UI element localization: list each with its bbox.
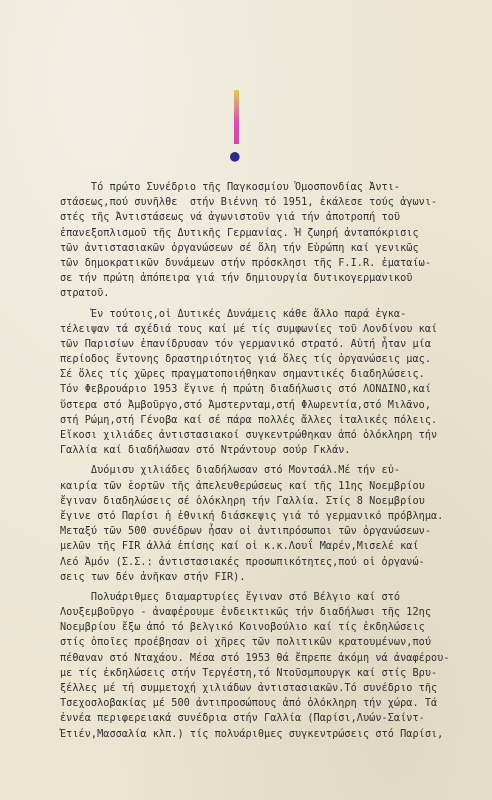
text-line: Τσεχοσλοβακίας μέ 500 ἀντιπροσώπους ἀπό ὁλόκληρη τήν χώρα. Τά	[60, 698, 438, 710]
text-line: Ἐτιέν,Μασσαλία κλπ.) τίς πολυάριθμες συγκεντρώσεις στό Παρίσι,	[60, 728, 444, 740]
text-line: ὕστερα στό Ἀμβοῦργο,στό Ἀμστερνταμ,στή Φλωρεντία,στό Μιλᾶνο,	[60, 399, 432, 411]
text-line: στρατοῦ.	[60, 288, 110, 300]
text-line: Τό πρώτο Συνέδριο τῆς Παγκοσμίου Ὁμοσπονδίας Ἀντι-	[60, 182, 401, 193]
text-line: Εἴκοσι χιλιάδες ἀντιστασιακοί συγκεντρώθηκαν ἀπό ὁλόκληρη τήν	[60, 430, 438, 441]
text-line: ἐπανεξοπλισμοῦ τῆς Δυτικῆς Γερμανίας. Ἡ ζωηρή ἀνταπόκρισις	[60, 227, 419, 239]
text-line: τῶν ἀντιστασιακῶν ὀργανώσεων σέ ὅλη τήν Εὐρώπη καί γενικῶς	[60, 242, 419, 254]
text-line: στάσεως,πού συνῆλθε στήν Βιέννη τό 1951, ἐκάλεσε τούς ἀγωνι-	[60, 197, 438, 209]
text-line: Τόν Φεβρουάριο 1953 ἔγινε ἡ πρώτη διαδήλωσις στό ΛΟΝΔΙΝΟ,καί	[60, 384, 432, 396]
text-line: τῶν δημοκρατικῶν δυνάμεων στήν πρόσκλησι τῆς F.I.R. ἐματαίω-	[60, 257, 432, 269]
text-line: Νοεμβρίου ἔξω ἀπό τό βελγικό Κοινοβούλιο καί τίς ἐκδηλώσεις	[60, 622, 425, 634]
text-line: ἔγινε στό Παρίσι ἡ ἐθνική διάσκεψις γιά τό γερμανικό πρόβλημα.	[60, 510, 444, 522]
text-line: καιρία τῶν ἑορτῶν τῆς ἀπελευθερώσεως καί τῆς 11ης Νοεμβρίου	[60, 480, 425, 492]
text-line: με τίς ἐκδηλώσεις στήν Τεργέστη,τό Ντοῦσμπουργκ καί στίς Βρυ-	[60, 667, 438, 679]
text-line: Ἐν τούτοις,οἱ Δυτικές Δυνάμεις κάθε ἄλλο παρά ἐγκα-	[60, 308, 407, 320]
text-line: Λουξεμβοῦργο - ἀναφέρουμε ἐνδεικτικῶς τήν διαδήλωσι τῆς 12ης	[60, 607, 432, 619]
text-line: Δυόμισυ χιλιάδες διαδήλωσαν στό Μοντσάλ.Μέ τήν εὐ-	[60, 465, 401, 477]
text-line: Μεταξύ τῶν 500 συνέδρων ἦσαν οἱ ἀντιπρόσωποι τῶν ὀργανώσεων-	[60, 526, 432, 538]
text-line: ἐννέα περιφερειακά συνέδρια στήν Γαλλία (Παρίσι,Λυών-Σαίντ-	[60, 713, 425, 725]
text-line: σε τήν πρώτη ἀπόπειρα γιά τήν δημιουργία δυτικογερμανικοῦ	[60, 273, 413, 285]
ink-mark	[226, 90, 248, 165]
paragraph	[60, 180, 484, 302]
text-line: Πολυάριθμες διαμαρτυρίες ἔγιναν στό Βέλγιο καί στό	[60, 591, 401, 603]
paragraph	[60, 307, 484, 459]
text-line: Γαλλία καί διαδήλωσαν στό Ντράντουρ σούρ Γκλάν.	[60, 445, 351, 457]
ink-dot-icon: ●	[230, 146, 240, 165]
text-line: περίοδος ἔντονης δραστηριότητος γιά ὅλες τίς ὀργανώσεις μας.	[60, 354, 432, 366]
text-line: στίς ὁποῖες προέβησαν οἱ χῆρες τῶν πολιτικῶν κρατουμένων,πού	[60, 637, 432, 649]
text-line: ξέλλες μέ τή συμμετοχή χιλιάδων ἀντιστασιακῶν.Τό συνέδριο τῆς	[60, 683, 438, 694]
text-line: Λεό Ἀμόν (Σ.Σ.: ἀντιστασιακές προσωπικότητες,πού οἱ ὀργανώ-	[60, 556, 425, 568]
text-line: μελῶν τῆς FIR ἀλλά ἐπίσης καί οἱ κ.κ.Λουΐ Μαρέν,Μισελέ καί	[60, 541, 419, 553]
paragraph	[60, 463, 484, 585]
text-line: πέθαναν στό Νταχάου. Μέσα στό 1953 θά ἔπρεπε ἀκόμη νά ἀναφέρου-	[60, 652, 450, 664]
text-line: τῶν Παρισίων ἐπανίδρυσαν τόν γερμανικό στρατό. Αὐτή ἦταν μία	[60, 338, 432, 350]
paragraph	[60, 590, 484, 742]
text-line: στές τῆς Ἀντιστάσεως νά ἀγωνιστοῦν γιά τήν ἀποτροπή τοῦ	[60, 212, 401, 224]
text-line: σεις των δέν ἀνῆκαν στήν FIR).	[60, 571, 246, 583]
text-line: Σέ ὅλες τίς χῶρες πραγματοποιήθηκαν σημαντικές διαδηλώσεις.	[60, 369, 425, 381]
text-line: ἔγιναν διαδηλώσεις σέ ὁλόκληρη τήν Γαλλία. Στίς 8 Νοεμβρίου	[60, 495, 425, 507]
text-line: στή Ρώμη,στή Γένοβα καί σέ πάρα πολλές ἄλλες ἰταλικές πόλεις.	[60, 414, 438, 426]
text-line: τέλειψαν τά σχέδιά τους καί μέ τίς συμφωνίες τοῦ Λονδίνου καί	[60, 323, 438, 335]
typed-text-body	[60, 180, 484, 747]
highlight-mark	[234, 90, 239, 144]
